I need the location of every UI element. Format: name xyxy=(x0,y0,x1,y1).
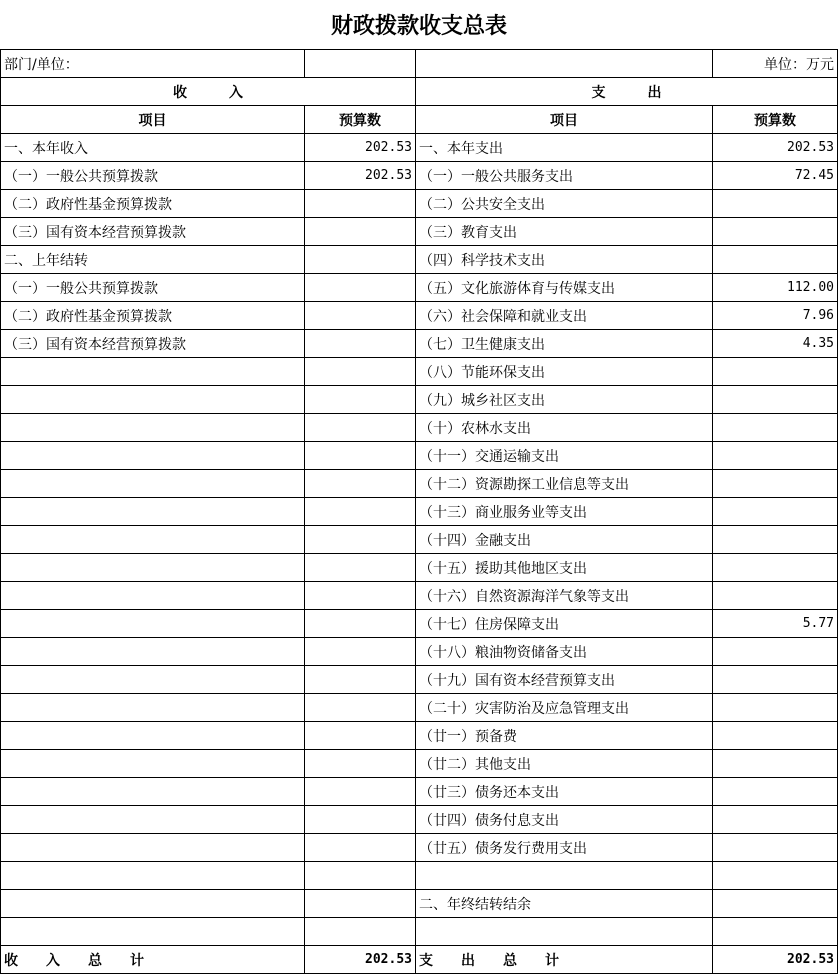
expense-value-cell xyxy=(713,470,838,498)
income-item-cell: （三）国有资本经营预算拨款 xyxy=(1,218,305,246)
income-item-cell: （一）一般公共预算拨款 xyxy=(1,162,305,190)
income-value-cell xyxy=(305,470,416,498)
expense-item-cell: （三）教育支出 xyxy=(416,218,713,246)
income-value-cell xyxy=(305,386,416,414)
expense-value-cell xyxy=(713,834,838,862)
expense-item-cell: （九）城乡社区支出 xyxy=(416,386,713,414)
income-value-cell xyxy=(305,302,416,330)
table-row xyxy=(1,666,838,694)
income-item-cell: 二、上年结转 xyxy=(1,246,305,274)
income-value-cell xyxy=(305,918,416,946)
table-row xyxy=(1,498,838,526)
income-value-cell xyxy=(305,610,416,638)
expense-item-cell: （十）农林水支出 xyxy=(416,414,713,442)
table-row xyxy=(1,134,838,162)
expense-item-cell: （十八）粮油物资储备支出 xyxy=(416,638,713,666)
income-item-cell xyxy=(1,778,305,806)
table-row xyxy=(1,722,838,750)
income-item-header: 项目 xyxy=(1,106,305,134)
income-value-cell xyxy=(305,442,416,470)
meta-row xyxy=(1,50,838,78)
expense-item-cell: （十九）国有资本经营预算支出 xyxy=(416,666,713,694)
income-value-cell xyxy=(305,526,416,554)
income-budget-header: 预算数 xyxy=(305,106,416,134)
expense-value-cell xyxy=(713,862,838,890)
income-total-value: 202.53 xyxy=(305,946,416,974)
total-row xyxy=(1,946,838,974)
table-row xyxy=(1,218,838,246)
expense-item-cell: （六）社会保障和就业支出 xyxy=(416,302,713,330)
income-item-cell xyxy=(1,750,305,778)
income-item-cell xyxy=(1,442,305,470)
income-value-cell xyxy=(305,694,416,722)
income-item-cell xyxy=(1,918,305,946)
income-item-cell xyxy=(1,358,305,386)
table-row xyxy=(1,862,838,890)
table-row xyxy=(1,918,838,946)
table-row xyxy=(1,386,838,414)
expense-item-cell: （二）公共安全支出 xyxy=(416,190,713,218)
expense-item-cell: （十六）自然资源海洋气象等支出 xyxy=(416,582,713,610)
expense-total-label: 支 出 总 计 xyxy=(416,946,713,974)
income-value-cell xyxy=(305,190,416,218)
expense-value-cell xyxy=(713,778,838,806)
expense-value-cell xyxy=(713,526,838,554)
income-value-cell xyxy=(305,778,416,806)
expense-item-cell xyxy=(416,862,713,890)
expense-item-cell: （五）文化旅游体育与传媒支出 xyxy=(416,274,713,302)
income-value-cell xyxy=(305,358,416,386)
expense-value-cell: 72.45 xyxy=(713,162,838,190)
table-row xyxy=(1,442,838,470)
income-item-cell xyxy=(1,722,305,750)
expense-value-cell: 4.35 xyxy=(713,330,838,358)
expense-value-cell xyxy=(713,918,838,946)
page-title: 财政拨款收支总表 xyxy=(1,0,838,50)
table-row xyxy=(1,330,838,358)
expense-value-cell xyxy=(713,806,838,834)
unit-label: 单位：万元 xyxy=(713,50,838,78)
income-value-cell xyxy=(305,666,416,694)
table-row xyxy=(1,414,838,442)
dept-label: 部门/单位： xyxy=(1,50,305,78)
income-item-cell xyxy=(1,890,305,918)
income-value-cell xyxy=(305,218,416,246)
income-item-cell xyxy=(1,582,305,610)
expense-item-header: 项目 xyxy=(416,106,713,134)
income-item-cell xyxy=(1,526,305,554)
dept-value xyxy=(305,50,416,78)
expense-item-cell: （廿四）债务付息支出 xyxy=(416,806,713,834)
expense-item-cell: （二十）灾害防治及应急管理支出 xyxy=(416,694,713,722)
table-row xyxy=(1,274,838,302)
expense-item-cell: （十五）援助其他地区支出 xyxy=(416,554,713,582)
income-item-cell xyxy=(1,694,305,722)
expense-value-cell xyxy=(713,694,838,722)
expense-item-cell: （七）卫生健康支出 xyxy=(416,330,713,358)
expense-value-cell xyxy=(713,190,838,218)
expense-value-cell xyxy=(713,414,838,442)
income-value-cell: 202.53 xyxy=(305,134,416,162)
income-item-cell xyxy=(1,498,305,526)
income-item-cell xyxy=(1,666,305,694)
title-row xyxy=(1,0,838,50)
income-item-cell xyxy=(1,610,305,638)
expense-value-cell xyxy=(713,442,838,470)
expense-value-cell xyxy=(713,218,838,246)
income-item-cell xyxy=(1,554,305,582)
income-item-cell xyxy=(1,834,305,862)
expense-item-cell: （廿三）债务还本支出 xyxy=(416,778,713,806)
income-value-cell xyxy=(305,862,416,890)
expense-value-cell xyxy=(713,666,838,694)
expense-value-cell xyxy=(713,358,838,386)
expense-item-cell: （廿一）预备费 xyxy=(416,722,713,750)
expense-total-value: 202.53 xyxy=(713,946,838,974)
table-row xyxy=(1,582,838,610)
expense-item-cell: （四）科学技术支出 xyxy=(416,246,713,274)
income-item-cell xyxy=(1,414,305,442)
expense-value-cell: 5.77 xyxy=(713,610,838,638)
expense-value-cell xyxy=(713,554,838,582)
expense-value-cell: 202.53 xyxy=(713,134,838,162)
table-row xyxy=(1,302,838,330)
income-total-label: 收 入 总 计 xyxy=(1,946,305,974)
income-value-cell xyxy=(305,414,416,442)
expense-item-cell: （十七）住房保障支出 xyxy=(416,610,713,638)
expense-value-cell: 7.96 xyxy=(713,302,838,330)
expense-value-cell xyxy=(713,722,838,750)
income-item-cell xyxy=(1,386,305,414)
expense-item-cell xyxy=(416,918,713,946)
table-row xyxy=(1,778,838,806)
income-value-cell xyxy=(305,638,416,666)
expense-item-cell: （廿五）债务发行费用支出 xyxy=(416,834,713,862)
income-item-cell xyxy=(1,638,305,666)
table-row xyxy=(1,890,838,918)
income-item-cell xyxy=(1,470,305,498)
expense-value-cell xyxy=(713,890,838,918)
table-row xyxy=(1,610,838,638)
table-row xyxy=(1,162,838,190)
table-row xyxy=(1,638,838,666)
table-row xyxy=(1,554,838,582)
meta-spacer xyxy=(416,50,713,78)
expense-value-cell xyxy=(713,638,838,666)
income-value-cell: 202.53 xyxy=(305,162,416,190)
expense-item-cell: （十四）金融支出 xyxy=(416,526,713,554)
table-row xyxy=(1,246,838,274)
income-value-cell xyxy=(305,246,416,274)
table-row xyxy=(1,358,838,386)
income-value-cell xyxy=(305,582,416,610)
table-row xyxy=(1,190,838,218)
expense-item-cell: 二、年终结转结余 xyxy=(416,890,713,918)
expense-item-cell: （十三）商业服务业等支出 xyxy=(416,498,713,526)
expense-budget-header: 预算数 xyxy=(713,106,838,134)
expense-item-cell: （一）一般公共服务支出 xyxy=(416,162,713,190)
section-header-row xyxy=(1,78,838,106)
income-item-cell xyxy=(1,862,305,890)
expense-item-cell: （十一）交通运输支出 xyxy=(416,442,713,470)
table-row xyxy=(1,806,838,834)
table-row xyxy=(1,750,838,778)
income-value-cell xyxy=(305,554,416,582)
expense-item-cell: （十二）资源勘探工业信息等支出 xyxy=(416,470,713,498)
expense-item-cell: （八）节能环保支出 xyxy=(416,358,713,386)
income-item-cell: 一、本年收入 xyxy=(1,134,305,162)
income-value-cell xyxy=(305,722,416,750)
expense-value-cell xyxy=(713,498,838,526)
income-value-cell xyxy=(305,274,416,302)
income-value-cell xyxy=(305,806,416,834)
table-row xyxy=(1,834,838,862)
income-item-cell: （二）政府性基金预算拨款 xyxy=(1,302,305,330)
expense-item-cell: 一、本年支出 xyxy=(416,134,713,162)
income-value-cell xyxy=(305,330,416,358)
expense-value-cell xyxy=(713,750,838,778)
expense-item-cell: （廿二）其他支出 xyxy=(416,750,713,778)
income-header: 收 入 xyxy=(1,78,416,106)
income-value-cell xyxy=(305,750,416,778)
income-item-cell: （二）政府性基金预算拨款 xyxy=(1,190,305,218)
table-row xyxy=(1,470,838,498)
income-item-cell xyxy=(1,806,305,834)
expense-value-cell xyxy=(713,582,838,610)
income-value-cell xyxy=(305,834,416,862)
expense-header: 支 出 xyxy=(416,78,838,106)
expense-value-cell: 112.00 xyxy=(713,274,838,302)
income-item-cell: （一）一般公共预算拨款 xyxy=(1,274,305,302)
income-value-cell xyxy=(305,890,416,918)
income-item-cell: （三）国有资本经营预算拨款 xyxy=(1,330,305,358)
table-row xyxy=(1,694,838,722)
income-value-cell xyxy=(305,498,416,526)
table-row xyxy=(1,526,838,554)
expense-value-cell xyxy=(713,386,838,414)
column-header-row xyxy=(1,106,838,134)
expense-value-cell xyxy=(713,246,838,274)
